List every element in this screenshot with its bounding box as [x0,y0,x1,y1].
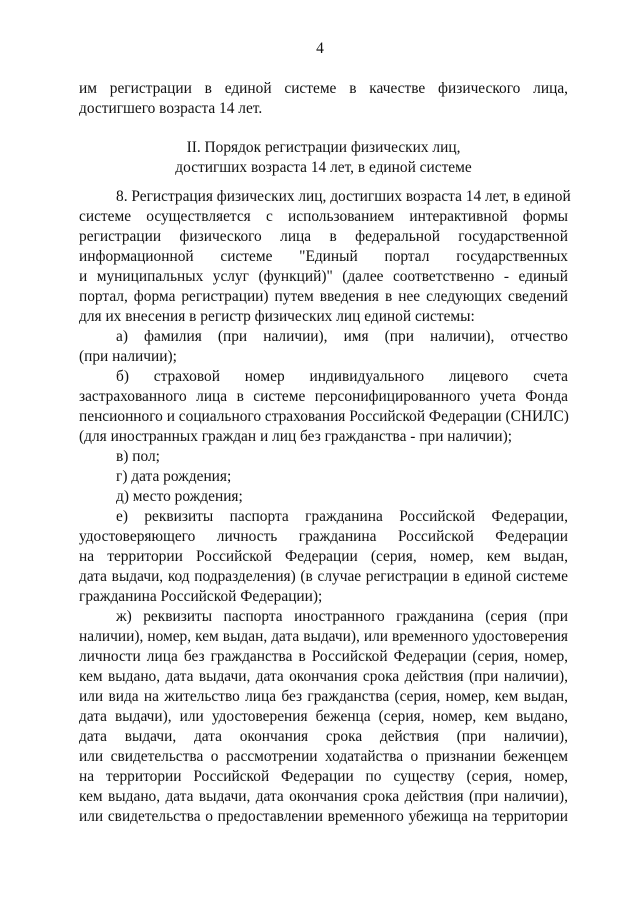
text-line: дата выдачи, код подразделения) (в случае регистрации в единой системе [79,568,568,585]
text-line: ж) реквизиты паспорта иностранного гражданина (серия (при [116,608,568,625]
text-line: (для иностранных граждан и лиц без гражданства - при наличии); [79,428,513,445]
text-line: д) место рождения; [116,488,243,505]
text-line: портал, форма регистрации) путем введения в нее следующих сведений [79,288,568,305]
text-line: б) страховой номер индивидуального лицевого счета [116,368,568,385]
text-line: пенсионного и социального страхования Российской Федерации (СНИЛС) [79,408,569,425]
text-line: наличии), номер, кем выдан, дата выдачи), или временного удостоверения [79,628,568,645]
text-line: в) пол; [116,448,160,465]
text-line: кем выдано, дата выдачи, дата окончания срока действия (при наличии), [79,788,568,805]
text-line: и муниципальных услуг (функций)" (далее соответственно - единый [79,268,568,285]
text-line: гражданина Российской Федерации); [79,588,323,605]
text-line: дата выдачи, дата окончания срока действия (при наличии), [79,728,568,745]
text-line: информационной системе "Единый портал государственных [79,248,568,265]
text-line: достигшего возраста 14 лет. [79,100,263,117]
text-line: удостоверяющего личность гражданина Российской Федерации [79,528,568,545]
page-number: 4 [316,40,324,57]
text-line: г) дата рождения; [116,468,232,485]
text-line: а) фамилия (при наличии), имя (при наличии), отчество [116,328,568,345]
text-line: 8. Регистрация физических лиц, достигших возраста 14 лет, в единой [116,188,571,205]
text-line: им регистрации в единой системе в качестве физического лица, [79,80,568,97]
text-line: личности лица без гражданства в Российской Федерации (серия, номер, [79,648,568,665]
text-line: системе осуществляется с использованием интерактивной формы [79,208,568,225]
text-line: е) реквизиты паспорта гражданина Российской Федерации, [116,508,568,525]
text-line: на территории Российской Федерации (серия, номер, кем выдан, [79,548,568,565]
text-line: или свидетельства о предоставлении временного убежища на территории [79,808,568,825]
text-line: кем выдано, дата выдачи, дата окончания срока действия (при наличии), [79,668,568,685]
text-line: застрахованного лица в системе персонифицированного учета Фонда [79,388,568,405]
text-line: регистрации физического лица в федеральной государственной [79,228,568,245]
text-line: или свидетельства о рассмотрении ходатайства о признании беженцем [79,748,568,765]
continuation-text [79,79,568,119]
text-line: на территории Российской Федерации по существу (серия, номер, [79,768,568,785]
body-text [79,187,571,827]
heading-line: достигших возраста 14 лет, в единой системе [175,159,472,176]
text-line: или вида на жительство лица без гражданства (серия, номер, кем выдан, [79,688,568,705]
section-heading [79,138,568,178]
text-line: для их внесения в регистр физических лиц единой системы: [79,308,475,325]
text-line: дата выдачи), или удостоверения беженца (серия, номер, кем выдано, [79,708,568,725]
text-line: (при наличии); [79,348,177,365]
heading-line: II. Порядок регистрации физических лиц, [186,139,461,156]
